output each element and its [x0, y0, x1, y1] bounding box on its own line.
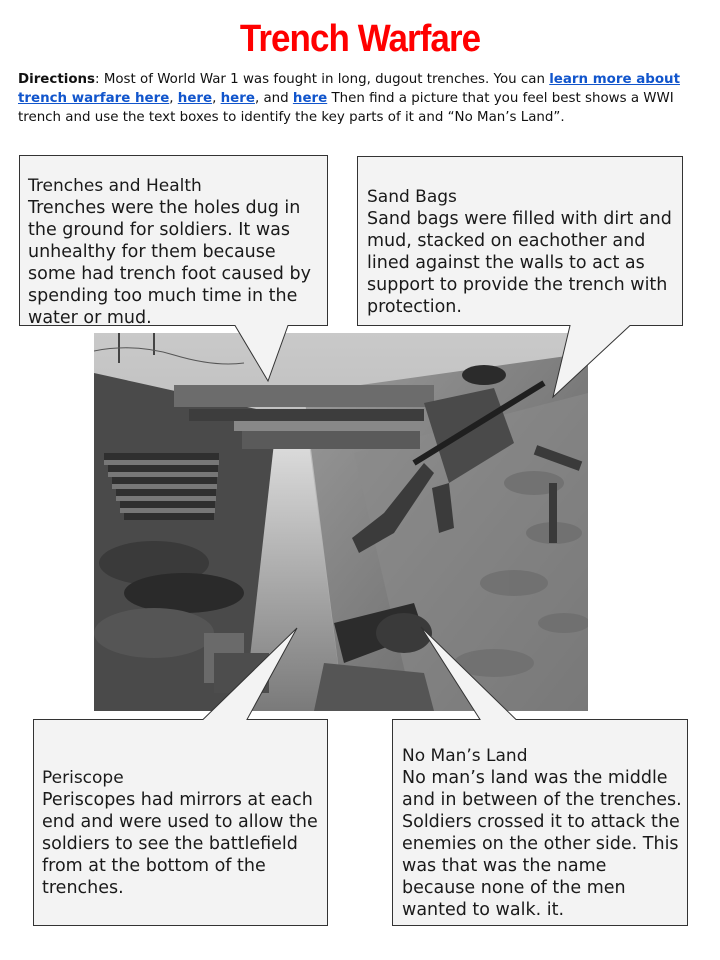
here-link-2[interactable]: here	[177, 91, 213, 106]
callout-trenches-body: Trenches were the holes dug in the ground for soldiers. It was unhealthy for them because some had trench foot caused by spending too much time in the water or mud.	[28, 198, 311, 328]
callout-trenches	[28, 175, 322, 329]
and-text: , and	[254, 91, 293, 106]
callout-sandbags	[367, 186, 677, 318]
directions-label: Directions	[18, 72, 96, 87]
callout-periscope-heading: Periscope	[42, 768, 124, 788]
callout-periscope	[42, 767, 324, 899]
callout-sandbags-heading: Sand Bags	[367, 187, 457, 207]
directions-sep: :	[95, 72, 104, 87]
learn-more-link[interactable]: learn more about trench warfare here	[18, 72, 680, 106]
comma: ,	[169, 91, 178, 106]
callout-sandbags-body: Sand bags were filled with dirt and mud, stacked on eachother and lined against the walls to act as support to provide the trench with protection.	[367, 209, 672, 317]
callout-nomansland-heading: No Man’s Land	[402, 746, 528, 766]
directions-text-1: Most of World War 1 was fought in long, dugout trenches. You can	[103, 72, 550, 87]
here-link-4[interactable]: here	[292, 91, 328, 106]
callout-nomansland-body: No man’s land was the middle and in between of the trenches. Soldiers crossed it to attack the enemies on the other side. This was that was the name because none of the men wanted to walk. it.	[402, 768, 682, 920]
callout-nomansland	[402, 745, 684, 921]
directions-text-2: Then find a picture that you feel best shows a WWI trench and use the text boxes to identify the key parts of it and “No Man’s Land”.	[18, 91, 674, 125]
callout-trenches-heading: Trenches and Health	[28, 176, 202, 196]
comma: ,	[212, 91, 221, 106]
here-link-3[interactable]: here	[220, 91, 255, 106]
page-title: Trench Warfare	[239, 18, 481, 60]
callout-periscope-body: Periscopes had mirrors at each end and were used to allow the soldiers to see the battlefield from at the bottom of the trenches.	[42, 790, 318, 898]
